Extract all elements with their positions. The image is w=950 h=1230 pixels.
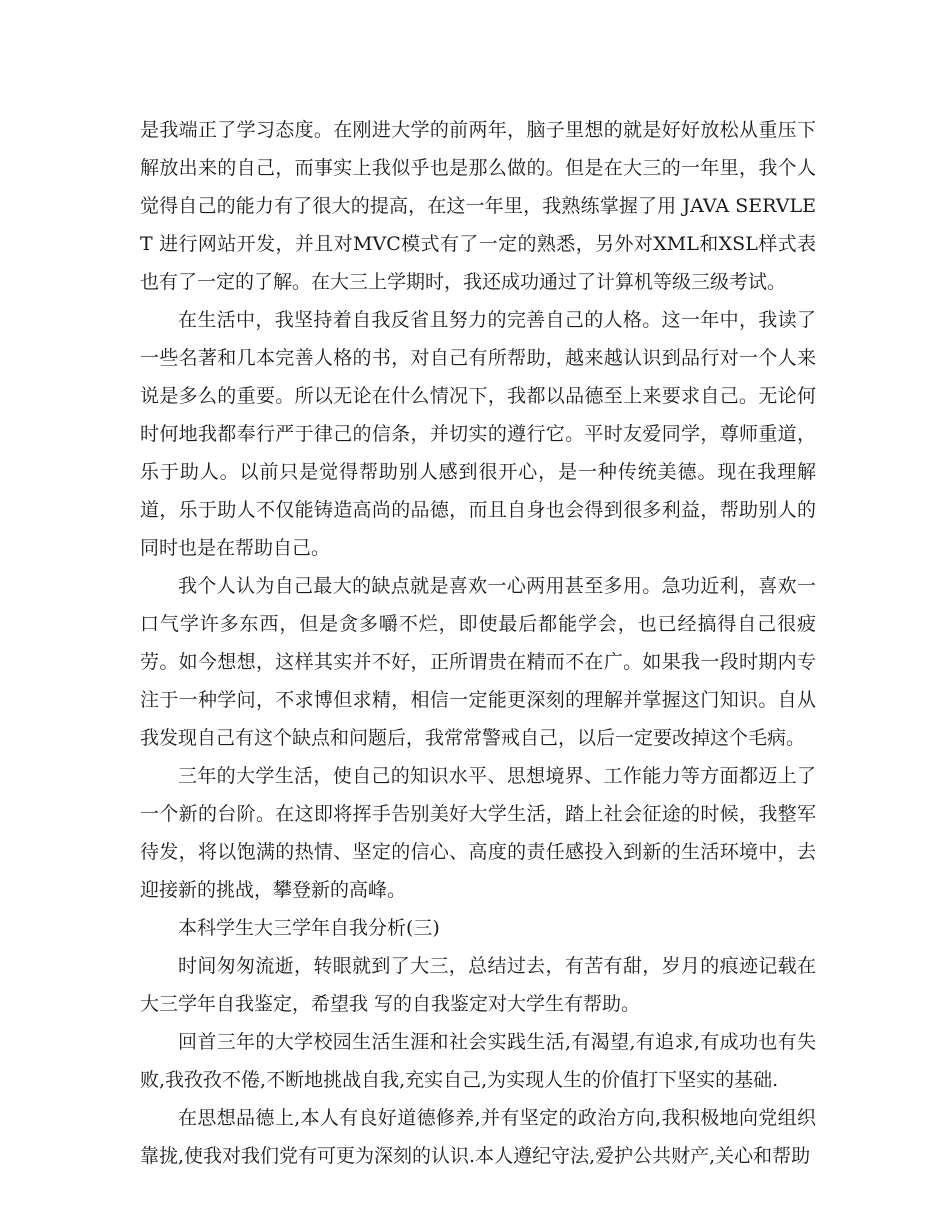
section-heading: 本科学生大三学年自我分析(三) <box>178 917 440 939</box>
paragraph-review: 回首三年的大学校园生活生涯和社会实践生活,有渴望,有追求,有成功也有失败,我孜孜不倦,不断地挑战自我,充实自己,为实现人生的价值打下坚实的基础. <box>140 1031 816 1091</box>
paragraph-conclusion: 三年的大学生活，使自己的知识水平、思想境界、工作能力等方面都迈上了一个新的台阶。在这即将挥手告别美好大学生活，踏上社会征途的时候，我整军待发，将以饱满的热情、坚定的信心、高度的责任感投入到新的生活环境中，去迎接新的挑战，攀登新的高峰。 <box>140 765 816 901</box>
paragraph-intro: 时间匆匆流逝，转眼就到了大三，总结过去，有苦有甜，岁月的痕迹记载在大三学年自我鉴定，希望我 写的自我鉴定对大学生有帮助。 <box>140 955 816 1015</box>
paragraph-study-continued: 是我端正了学习态度。在刚进大学的前两年，脑子里想的就是好好放松从重压下解放出来的自己，而事实上我似乎也是那么做的。但是在大三的一年里，我个人觉得自己的能力有了很大的提高，在这一年里，我熟练掌握了用 JAVA SERVLET 进行网站开发，并且对MVC模式有了一定的熟悉，另外对XML和XSL样式表也有了一定的了解。在大三上学期时，我还成功通过了计算机等级三级考试。 <box>140 119 816 293</box>
paragraph-life: 在生活中，我坚持着自我反省且努力的完善自己的人格。这一年中，我读了一些名著和几本完善人格的书，对自己有所帮助，越来越认识到品行对一个人来说是多么的重要。所以无论在什么情况下，我都以品德至上来要求自己。无论何时何地我都奉行严于律己的信条，并切实的遵行它。平时友爱同学，尊师重道，乐于助人。以前只是觉得帮助别人感到很开心，是一种传统美德。现在我理解道，乐于助人不仅能铸造高尚的品德，而且自身也会得到很多利益，帮助别人的同时也是在帮助自己。 <box>140 309 816 559</box>
document-body <box>140 111 816 1175</box>
paragraph-shortcoming: 我个人认为自己最大的缺点就是喜欢一心两用甚至多用。急功近利，喜欢一口气学许多东西，但是贪多嚼不烂，即使最后都能学会，也已经搞得自己很疲劳。如今想想，这样其实并不好，正所谓贵在精而不在广。如果我一段时期内专注于一种学问，不求博但求精，相信一定能更深刻的理解并掌握这门知识。自从我发现自己有这个缺点和问题后，我常常警戒自己，以后一定要改掉这个毛病。 <box>140 575 816 749</box>
paragraph-ideology: 在思想品德上,本人有良好道德修养,并有坚定的政治方向,我积极地向党组织靠拢,使我对我们党有可更为深刻的认识.本人遵纪守法,爱护公共财产,关心和帮助 <box>140 1107 816 1167</box>
